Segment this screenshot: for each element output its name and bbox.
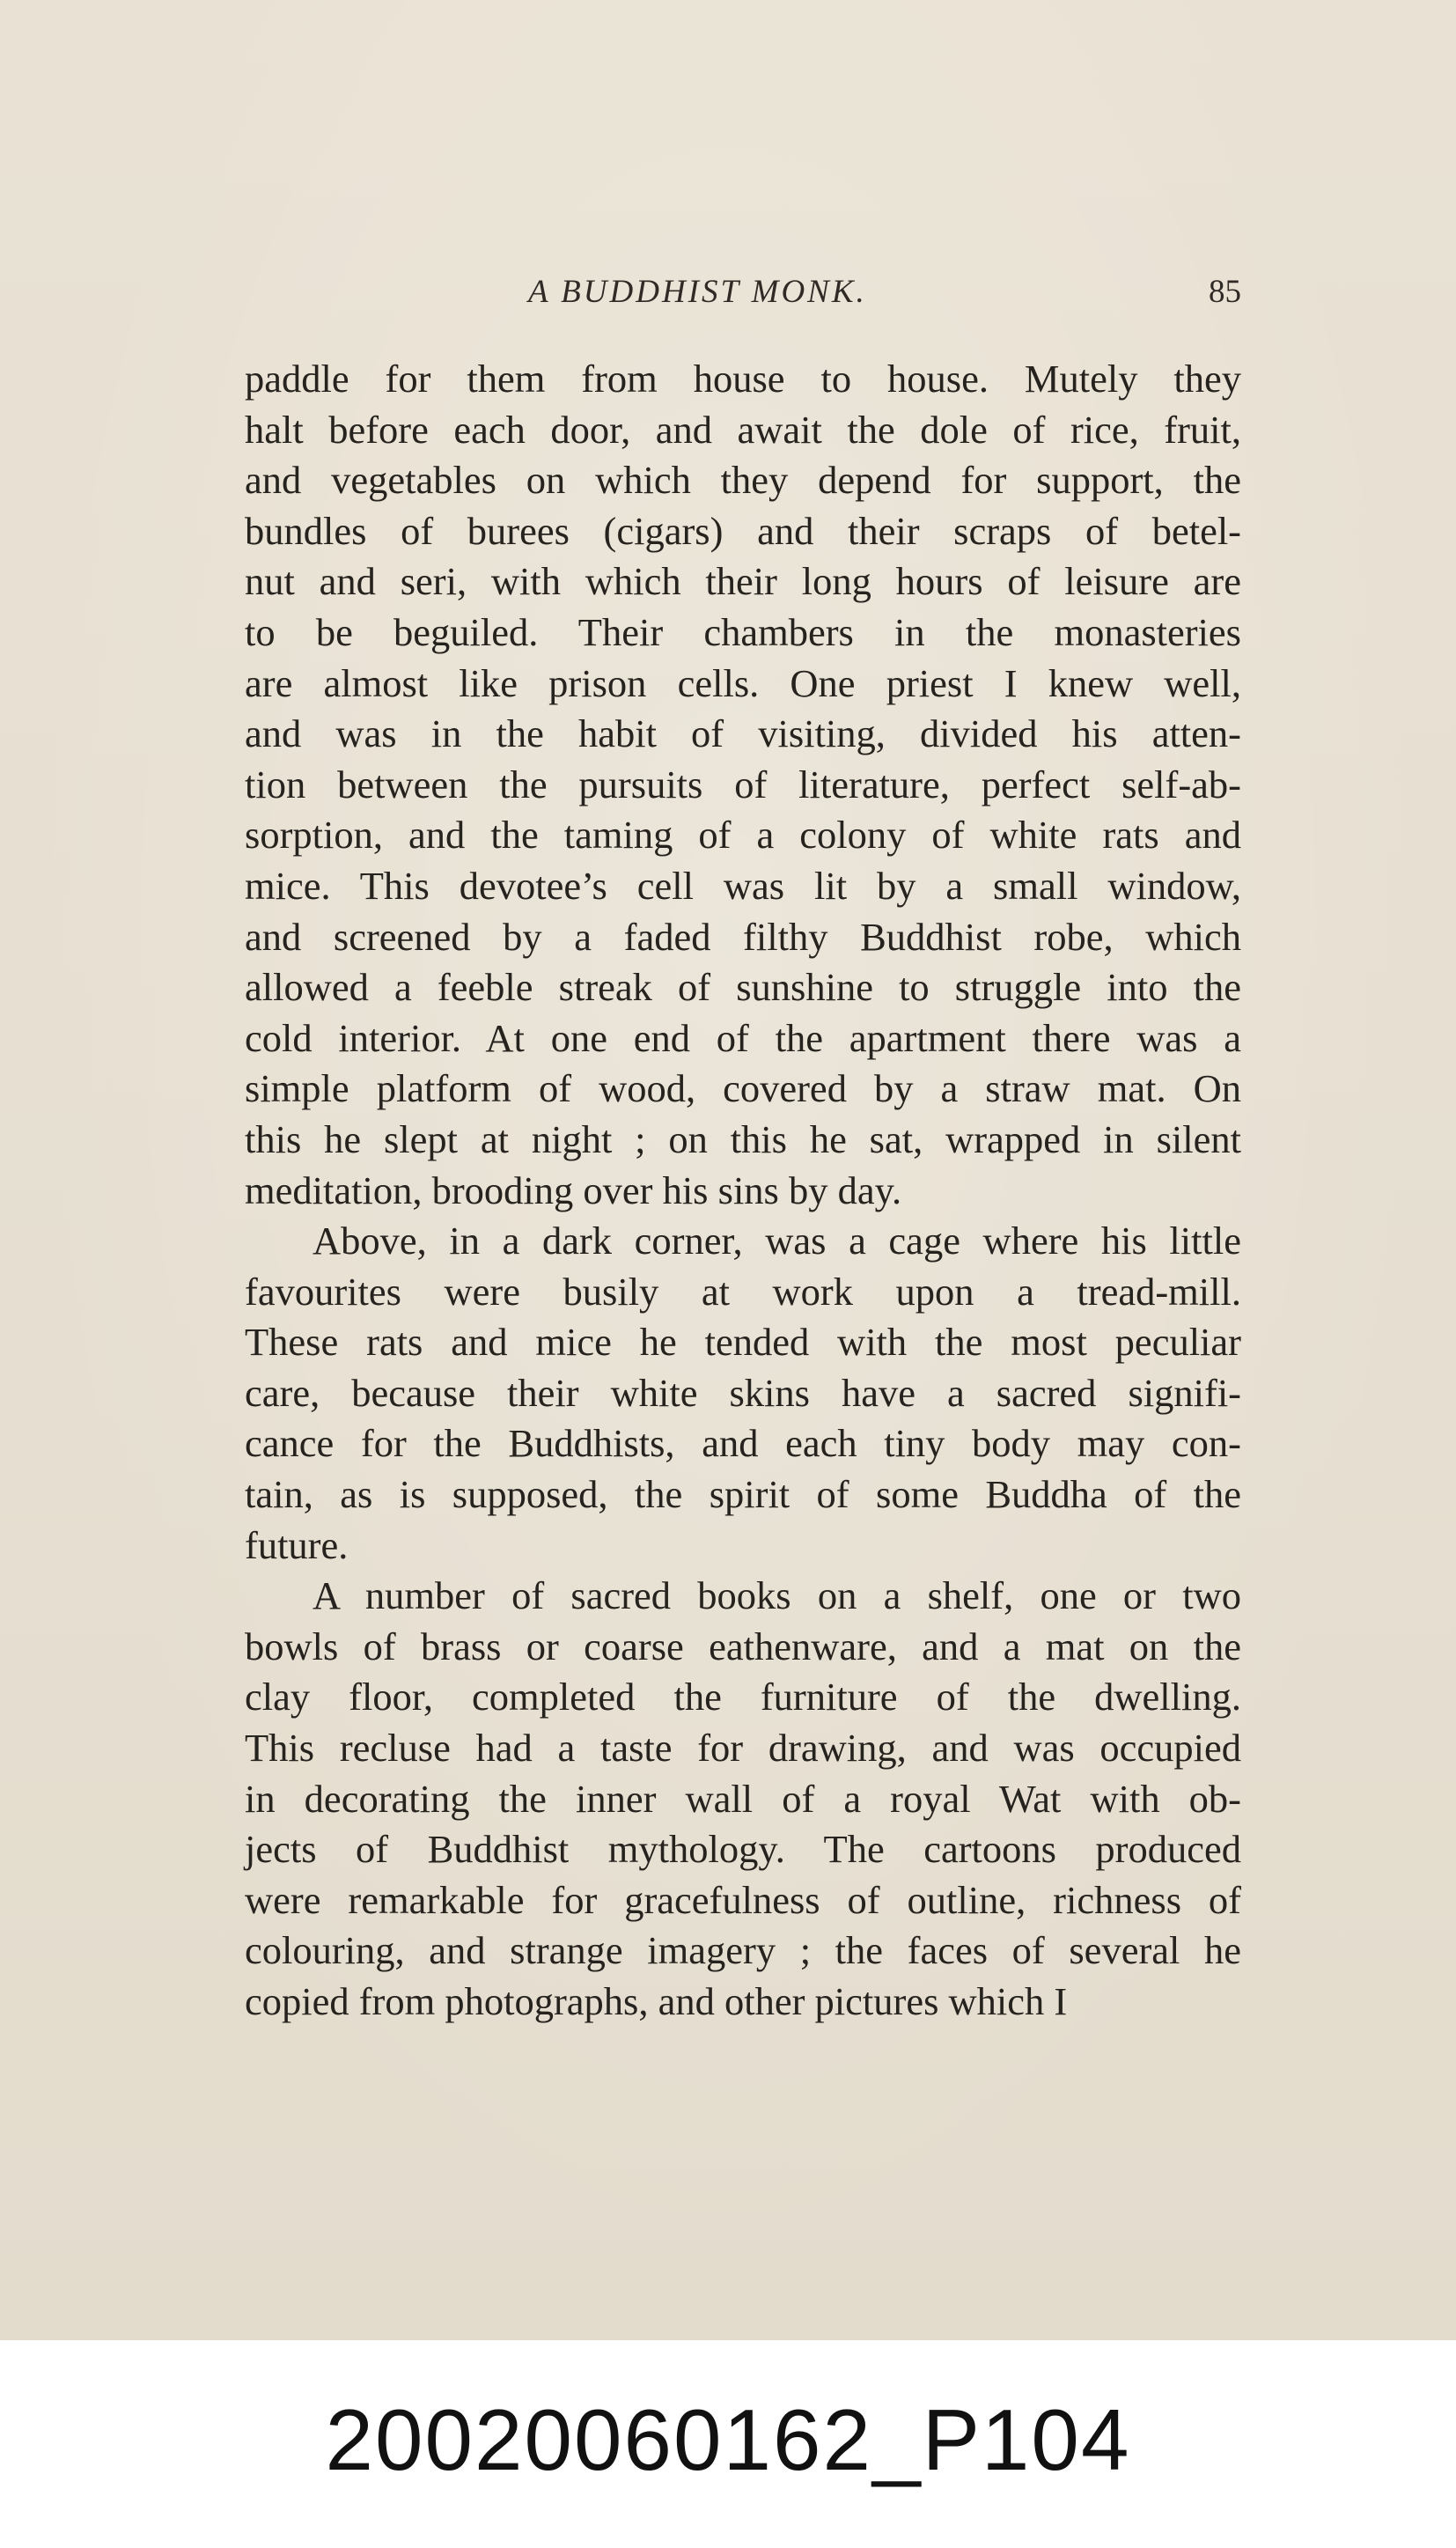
text-line: This recluse had a taste for drawing, and was occupied (245, 1726, 1241, 1771)
text-line: to be beguiled. Their chambers in the monasteries (245, 609, 1241, 654)
text-line: clay floor, completed the furniture of the dwelling. (245, 1675, 1241, 1720)
text-line: and vegetables on which they depend for support, the (245, 458, 1241, 503)
text-line: Above, in a dark corner, was a cage where his little (313, 1219, 1241, 1263)
text-line: paddle for them from house to house. Mutely they (245, 357, 1241, 401)
text-line: tion between the pursuits of literature, perfect self-ab- (245, 762, 1241, 806)
text-line: mice. This devotee’s cell was lit by a small window, (245, 863, 1241, 908)
text-line: allowed a feeble streak of sunshine to struggle into the (245, 965, 1241, 1010)
running-title: A BUDDHIST MONK. (528, 274, 867, 310)
text-line: These rats and mice he tended with the most peculiar (245, 1320, 1241, 1365)
paragraph (245, 354, 1241, 1216)
text-line: future. (245, 1522, 349, 1567)
text-line: nut and seri, with which their long hours of leisure are (245, 559, 1241, 604)
text-line: bundles of burees (cigars) and their scraps of betel- (245, 508, 1241, 553)
text-line: A number of sacred books on a shelf, one or two (313, 1573, 1241, 1618)
text-line: copied from photographs, and other pictures which I (245, 1979, 1068, 2023)
text-line: colouring, and strange imagery ; the faces of several he (245, 1928, 1241, 1973)
text-line: care, because their white skins have a sacred signifi- (245, 1370, 1241, 1415)
text-line: jects of Buddhist mythology. The cartoons produced (245, 1827, 1241, 1872)
text-line: cold interior. At one end of the apartment there was a (245, 1015, 1241, 1060)
text-line: favourites were busily at work upon a tread-mill. (245, 1269, 1241, 1314)
text-line: tain, as is supposed, the spirit of some Buddha of the (245, 1472, 1241, 1517)
text-line: simple platform of wood, covered by a straw mat. On (245, 1066, 1241, 1111)
text-line: in decorating the inner wall of a royal Wat with ob- (245, 1776, 1241, 1821)
text-line: sorption, and the taming of a colony of white rats and (245, 813, 1241, 858)
page-number: 85 (1209, 274, 1241, 310)
text-line: bowls of brass or coarse eathenware, and a mat on the (245, 1624, 1241, 1668)
text-line: halt before each door, and await the dole of rice, fruit, (245, 407, 1241, 452)
paragraph (245, 1571, 1241, 2027)
text-line: cance for the Buddhists, and each tiny body may con- (245, 1421, 1241, 1466)
paragraph (245, 1216, 1241, 1571)
text-line: are almost like prison cells. One priest I knew well, (245, 660, 1241, 705)
running-head (246, 273, 1241, 326)
text-line: and was in the habit of visiting, divided his atten- (245, 711, 1241, 756)
text-line: were remarkable for gracefulness of outline, richness of (245, 1877, 1241, 1922)
text-line: meditation, brooding over his sins by day. (245, 1167, 902, 1212)
body-text (245, 354, 1241, 2028)
text-line: this he slept at night ; on this he sat, wrapped in silent (245, 1116, 1241, 1161)
text-line: and screened by a faded filthy Buddhist robe, which (245, 914, 1241, 959)
catalog-id: 20020060162_P104 (325, 2390, 1131, 2488)
catalog-label-strip (0, 2340, 1456, 2548)
